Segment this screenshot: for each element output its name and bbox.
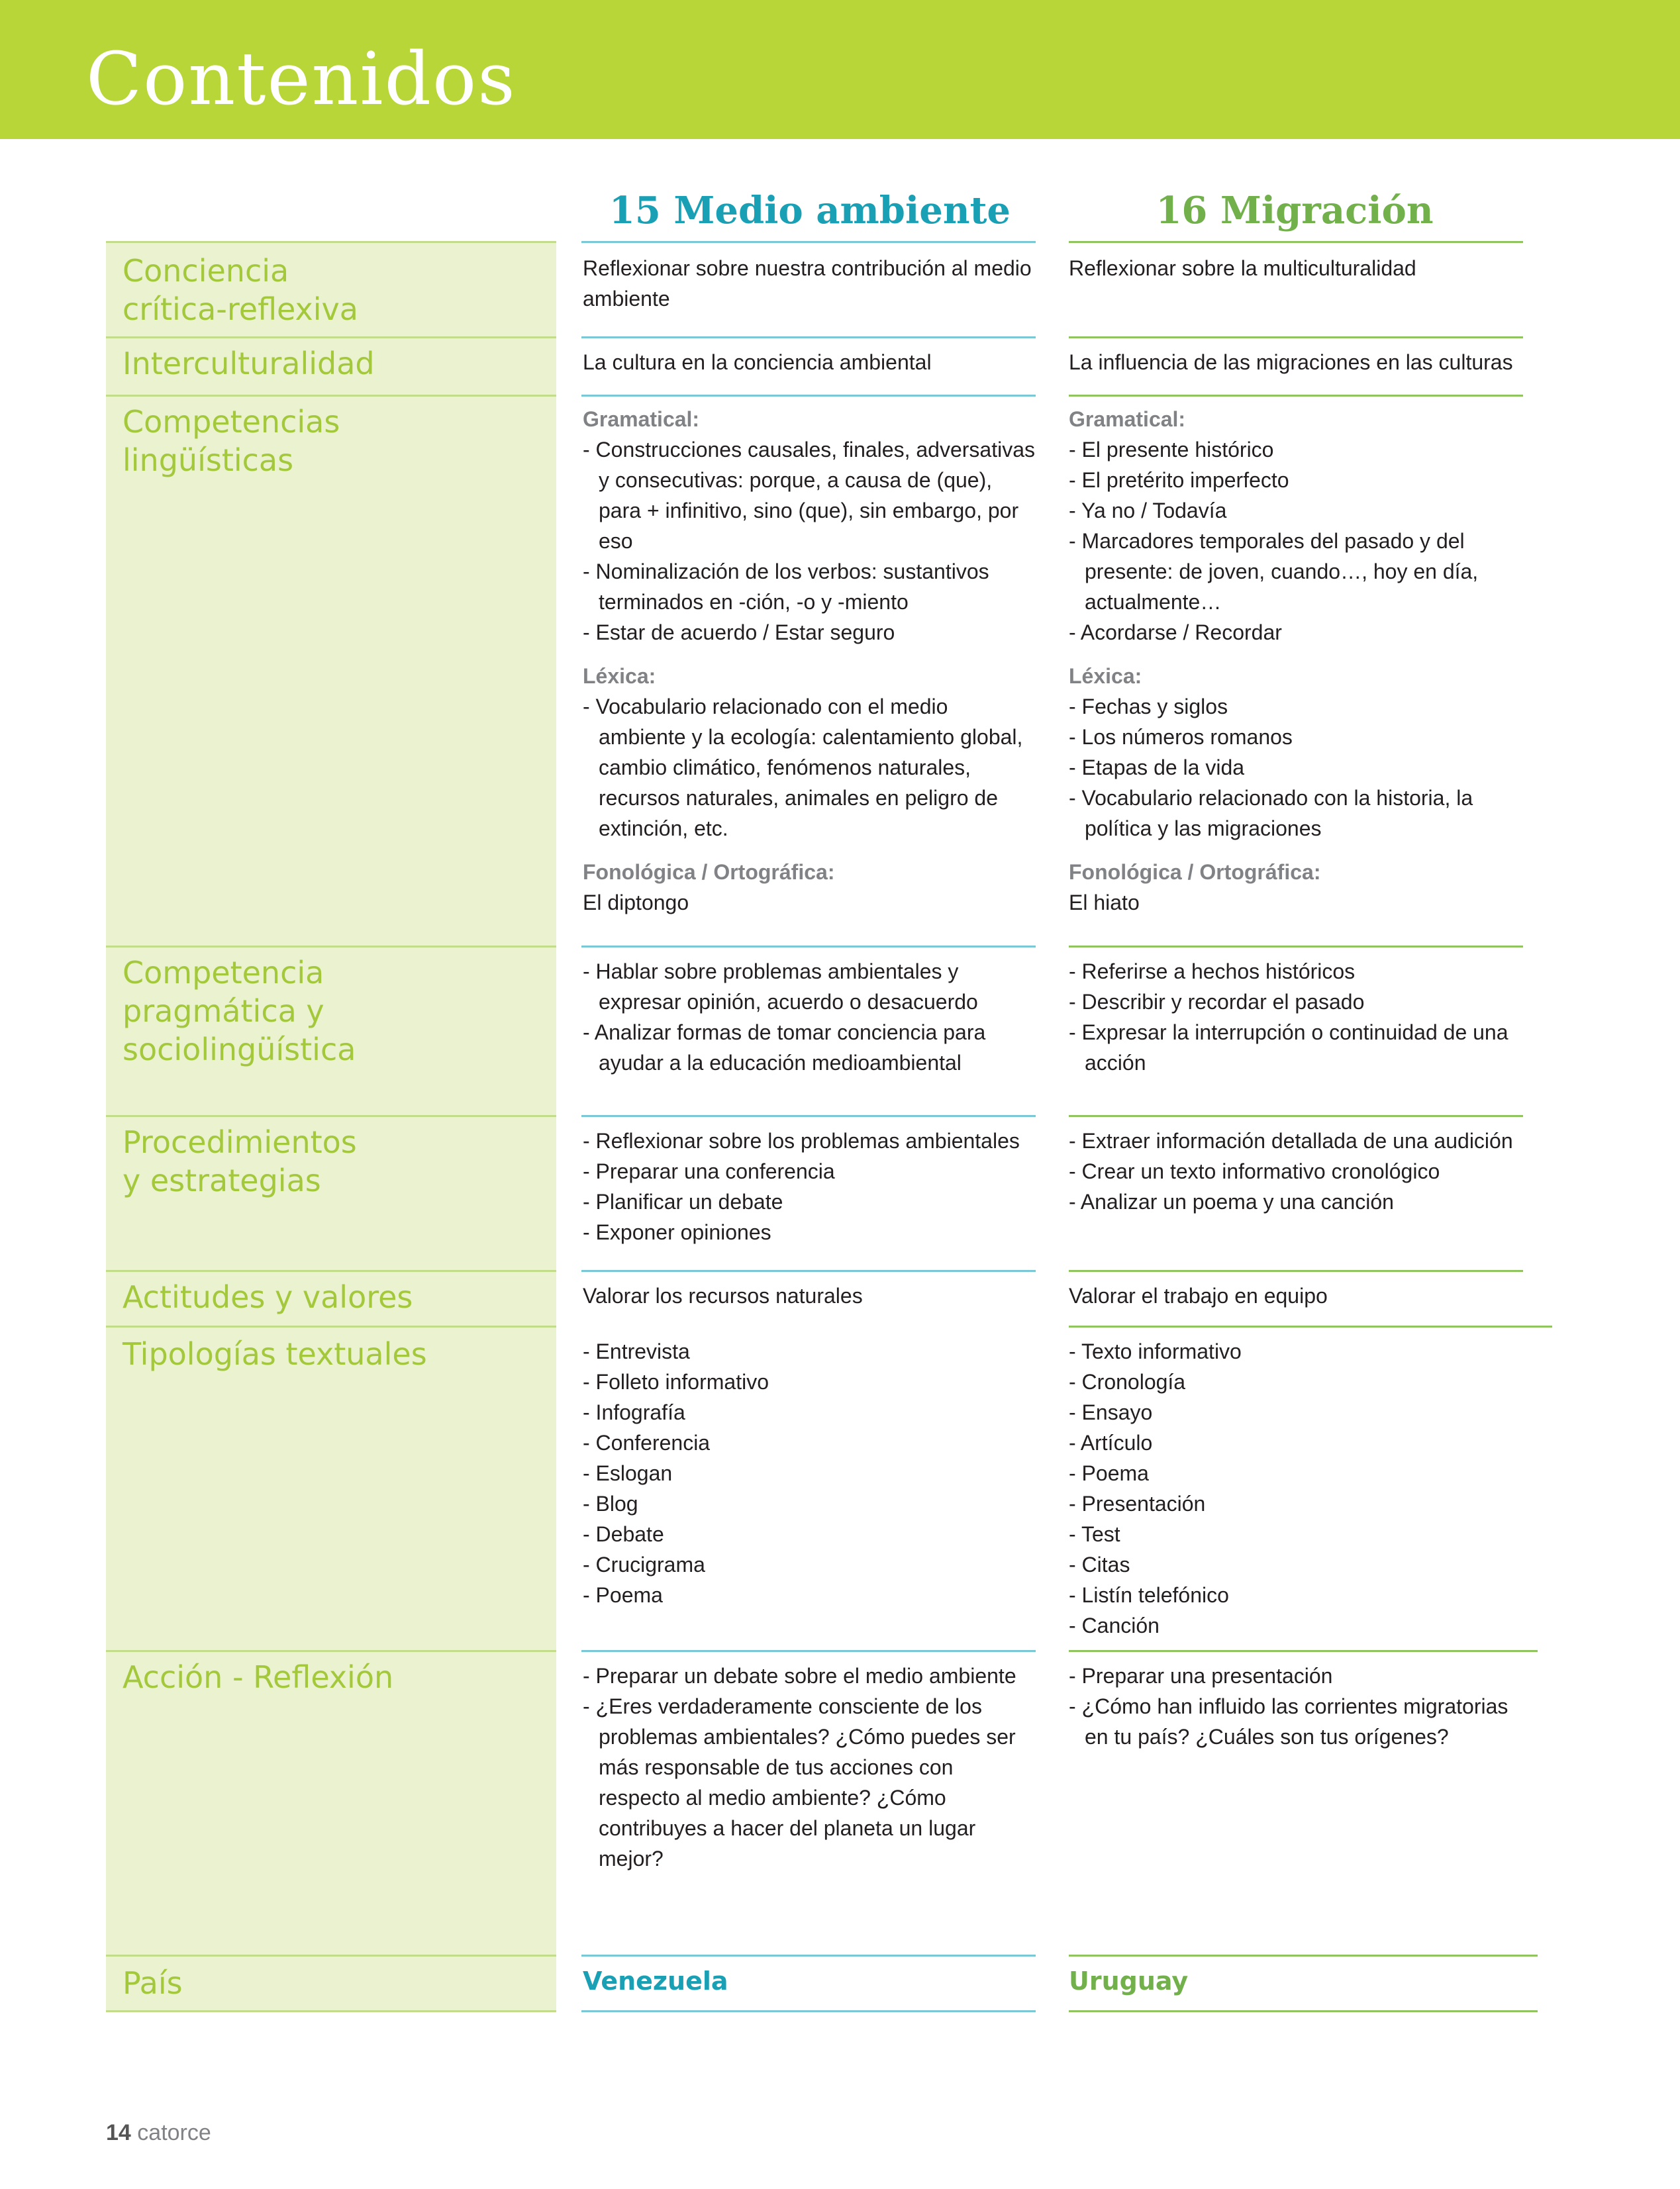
- divider: [106, 241, 556, 243]
- divider: [1069, 395, 1523, 397]
- list-item: - Describir y recordar el pasado: [1069, 987, 1526, 1017]
- divider: [581, 1650, 1036, 1652]
- list-item: - Conferencia: [583, 1428, 1040, 1458]
- unit-15-number: 15: [609, 189, 661, 232]
- list-item: - Los números romanos: [1069, 722, 1526, 752]
- label-pais: País: [123, 1965, 183, 2001]
- list-item: - Marcadores temporales del pasado y del presente: de joven, cuando…, hoy en día, actualmente…: [1069, 526, 1526, 617]
- divider: [106, 2010, 556, 2012]
- list-item: - Texto informativo: [1069, 1336, 1526, 1367]
- list-item: - El presente histórico: [1069, 434, 1526, 465]
- u16-accion: [1069, 1661, 1526, 1752]
- list-item: - Analizar formas de tomar conciencia para ayudar a la educación medioambiental: [583, 1017, 1040, 1078]
- list-item: - Canción: [1069, 1610, 1526, 1641]
- list-item: - Preparar una presentación: [1069, 1661, 1526, 1691]
- u16-fonologica: El hiato: [1069, 891, 1140, 914]
- list-item: - Blog: [583, 1488, 1040, 1519]
- unit-16-title: Migración: [1220, 189, 1434, 232]
- list-item: - Debate: [583, 1519, 1040, 1549]
- list-item: - Citas: [1069, 1549, 1526, 1580]
- u16-pragmatica: [1069, 956, 1526, 1078]
- page-footer: [106, 2120, 211, 2146]
- list-item: - Infografía: [583, 1397, 1040, 1428]
- label-conciencia: Conciencia crítica-reflexiva: [123, 253, 358, 327]
- u15-tipologias: [583, 1336, 1040, 1610]
- list-item: - Exponer opiniones: [583, 1217, 1040, 1247]
- divider: [1069, 336, 1523, 338]
- list-item: - Vocabulario relacionado con la historia, la política y las migraciones: [1069, 783, 1526, 844]
- divider: [1069, 1326, 1552, 1328]
- list-item: - Presentación: [1069, 1488, 1526, 1519]
- u15-lexica-heading: Léxica:: [583, 664, 656, 688]
- list-item: - Ya no / Todavía: [1069, 495, 1526, 526]
- unit-15-heading: [581, 189, 1038, 232]
- u16-country: Uruguay: [1069, 1967, 1189, 1996]
- list-item: - Planificar un debate: [583, 1187, 1040, 1217]
- list-item: - Crucigrama: [583, 1549, 1040, 1580]
- unit-16-number: 16: [1156, 189, 1208, 232]
- u16-procedimientos: [1069, 1126, 1526, 1217]
- list-item: - El pretérito imperfecto: [1069, 465, 1526, 495]
- list-item: - Vocabulario relacionado con el medio ambiente y la ecología: calentamiento global, cambio climático, fenómenos naturales, recursos naturales, animales en peligro de extinción, etc.: [583, 691, 1040, 844]
- u16-tipologias: [1069, 1336, 1526, 1641]
- list-item: - Estar de acuerdo / Estar seguro: [583, 617, 1040, 648]
- divider: [581, 1115, 1036, 1117]
- divider: [106, 1326, 556, 1328]
- divider: [106, 1955, 556, 1957]
- list-item: - Extraer información detallada de una audición: [1069, 1126, 1526, 1156]
- label-competencias: Competencias lingüísticas: [123, 404, 340, 478]
- unit-15-title: Medio ambiente: [673, 189, 1011, 232]
- divider: [581, 336, 1036, 338]
- u16-actitudes: Valorar el trabajo en equipo: [1069, 1284, 1328, 1308]
- divider: [106, 1270, 556, 1272]
- u15-procedimientos: [583, 1126, 1040, 1247]
- divider: [106, 336, 556, 338]
- page-number-word: catorce: [137, 2120, 211, 2145]
- u15-lexica-list: [583, 691, 1040, 844]
- u15-actitudes: Valorar los recursos naturales: [583, 1284, 863, 1308]
- page-title: Contenidos: [86, 36, 517, 121]
- divider: [1069, 1955, 1538, 1957]
- divider: [581, 946, 1036, 948]
- list-item: - Folleto informativo: [583, 1367, 1040, 1397]
- list-item: - Preparar una conferencia: [583, 1156, 1040, 1187]
- u16-interculturalidad: La influencia de las migraciones en las culturas: [1069, 350, 1513, 374]
- u16-lexica-list: [1069, 691, 1526, 844]
- u15-accion: [583, 1661, 1040, 1874]
- label-accion: Acción - Reflexión: [123, 1659, 394, 1695]
- u15-fonologica-heading: Fonológica / Ortográfica:: [583, 860, 835, 884]
- list-item: - ¿Eres verdaderamente consciente de los problemas ambientales? ¿Cómo puedes ser más responsable de tus acciones con respecto al medio ambiente? ¿Cómo contribuyes a hacer del planeta un lugar mejor?: [583, 1691, 1040, 1874]
- divider: [106, 946, 556, 948]
- divider: [581, 241, 1036, 243]
- list-item: - Test: [1069, 1519, 1526, 1549]
- page-header: [0, 0, 1680, 139]
- list-item: - Crear un texto informativo cronológico: [1069, 1156, 1526, 1187]
- divider: [1069, 946, 1523, 948]
- list-item: - Referirse a hechos históricos: [1069, 956, 1526, 987]
- list-item: - Construcciones causales, finales, adversativas y consecutivas: porque, a causa de (que), para + infinitivo, sino (que), sin embargo, por eso: [583, 434, 1040, 556]
- unit-16-heading: [1066, 189, 1523, 232]
- u16-fonologica-heading: Fonológica / Ortográfica:: [1069, 860, 1321, 884]
- divider: [106, 1115, 556, 1117]
- divider: [581, 2010, 1036, 2012]
- page-number: 14: [106, 2120, 131, 2145]
- u15-country: Venezuela: [583, 1967, 728, 1996]
- u15-pragmatica: [583, 956, 1040, 1078]
- list-item: - Etapas de la vida: [1069, 752, 1526, 783]
- list-item: - Reflexionar sobre los problemas ambientales: [583, 1126, 1040, 1156]
- list-item: - Listín telefónico: [1069, 1580, 1526, 1610]
- u16-lexica-heading: Léxica:: [1069, 664, 1142, 688]
- list-item: - Fechas y siglos: [1069, 691, 1526, 722]
- u15-conciencia: Reflexionar sobre nuestra contribución al medio ambiente: [583, 256, 1032, 311]
- label-pragmatica: Competencia pragmática y sociolingüística: [123, 955, 356, 1067]
- divider: [581, 395, 1036, 397]
- divider: [581, 1270, 1036, 1272]
- divider: [1069, 1115, 1523, 1117]
- u15-gramatical-list: [583, 434, 1040, 648]
- list-item: - Poema: [1069, 1458, 1526, 1488]
- list-item: - Ensayo: [1069, 1397, 1526, 1428]
- u16-competencias: [1069, 404, 1526, 918]
- label-actitudes: Actitudes y valores: [123, 1279, 413, 1315]
- u15-competencias: [583, 404, 1040, 918]
- divider: [106, 1650, 556, 1652]
- list-item: - Artículo: [1069, 1428, 1526, 1458]
- divider: [106, 395, 556, 397]
- list-item: - ¿Cómo han influido las corrientes migratorias en tu país? ¿Cuáles son tus orígenes?: [1069, 1691, 1526, 1752]
- divider: [1069, 241, 1523, 243]
- label-interculturalidad: Interculturalidad: [123, 346, 375, 381]
- u15-gramatical-heading: Gramatical:: [583, 407, 700, 431]
- divider: [1069, 2010, 1538, 2012]
- u16-gramatical-heading: Gramatical:: [1069, 407, 1186, 431]
- list-item: - Expresar la interrupción o continuidad de una acción: [1069, 1017, 1526, 1078]
- list-item: - Cronología: [1069, 1367, 1526, 1397]
- label-procedimientos: Procedimientos y estrategias: [123, 1124, 357, 1198]
- list-item: - Nominalización de los verbos: sustantivos terminados en -ción, -o y -miento: [583, 556, 1040, 617]
- divider: [581, 1955, 1036, 1957]
- u15-interculturalidad: La cultura en la conciencia ambiental: [583, 350, 932, 374]
- list-item: - Hablar sobre problemas ambientales y expresar opinión, acuerdo o desacuerdo: [583, 956, 1040, 1017]
- list-item: - Analizar un poema y una canción: [1069, 1187, 1526, 1217]
- label-tipologias: Tipologías textuales: [123, 1336, 427, 1372]
- u16-gramatical-list: [1069, 434, 1526, 648]
- divider: [1069, 1270, 1523, 1272]
- u16-conciencia: Reflexionar sobre la multiculturalidad: [1069, 256, 1416, 280]
- divider: [1069, 1650, 1538, 1652]
- list-item: - Eslogan: [583, 1458, 1040, 1488]
- list-item: - Poema: [583, 1580, 1040, 1610]
- list-item: - Entrevista: [583, 1336, 1040, 1367]
- u15-fonologica: El diptongo: [583, 891, 689, 914]
- list-item: - Acordarse / Recordar: [1069, 617, 1526, 648]
- list-item: - Preparar un debate sobre el medio ambiente: [583, 1661, 1040, 1691]
